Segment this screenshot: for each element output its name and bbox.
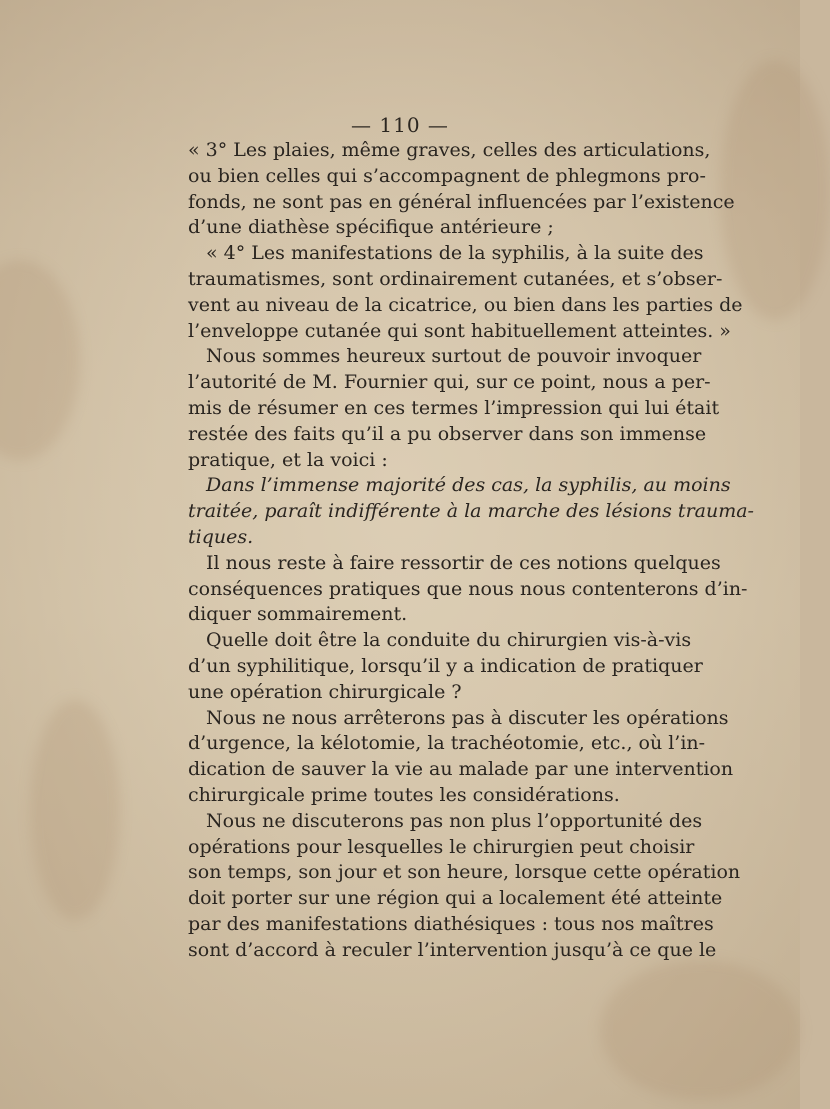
paper-stain	[30, 700, 120, 920]
text-line: vent au niveau de la cicatrice, ou bien dans les parties de	[188, 293, 743, 316]
text-line: pratique, et la voici :	[188, 448, 388, 471]
text-line: Il nous reste à faire ressortir de ces notions quelques	[206, 551, 721, 574]
text-line: d’une diathèse spécifique antérieure ;	[188, 216, 554, 239]
text-line: dication de sauver la vie au malade par une intervention	[188, 758, 734, 781]
text-line: Quelle doit être la conduite du chirurgien vis-à-vis	[206, 629, 692, 652]
text-line: traitée, paraît indifférente à la marche des lésions trauma-	[188, 500, 754, 523]
text-line: Nous sommes heureux surtout de pouvoir invoquer	[206, 345, 702, 368]
text-line: mis de résumer en ces termes l’impression qui lui était	[188, 396, 720, 419]
text-line: « 4° Les manifestations de la syphilis, à la suite des	[206, 242, 704, 265]
text-line: chirurgicale prime toutes les considérations.	[188, 783, 620, 806]
text-line: opérations pour lesquelles le chirurgien peut choisir	[188, 835, 695, 858]
text-line: Dans l’immense majorité des cas, la syphilis, au moins	[206, 474, 731, 497]
text-line: une opération chirurgicale ?	[188, 680, 462, 703]
text-line: « 3° Les plaies, même graves, celles des articulations,	[188, 139, 711, 161]
text-line: doit porter sur une région qui a localement été atteinte	[188, 887, 723, 910]
text-line: Nous ne nous arrêterons pas à discuter les opérations	[206, 706, 729, 729]
page-number: — 110 —	[351, 113, 449, 137]
text-line: ou bien celles qui s’accompagnent de phlegmons pro-	[188, 164, 706, 187]
text-line: son temps, son jour et son heure, lorsque cette opération	[188, 861, 741, 884]
paper-stain	[0, 260, 80, 460]
text-line: par des manifestations diathésiques : tous nos maîtres	[188, 912, 714, 935]
text-line: traumatismes, sont ordinairement cutanées, et s’obser-	[188, 267, 723, 290]
text-line: tiques.	[188, 525, 254, 548]
text-line: l’enveloppe cutanée qui sont habituellement atteintes. »	[188, 319, 731, 342]
text-line: restée des faits qu’il a pu observer dans son immense	[188, 422, 707, 445]
text-line: sont d’accord à reculer l’intervention jusqu’à ce que le	[188, 938, 717, 961]
text-line: d’urgence, la kélotomie, la trachéotomie, etc., où l’in-	[188, 732, 706, 755]
paper-stain	[600, 960, 800, 1100]
body-text	[188, 138, 754, 964]
text-line: diquer sommairement.	[188, 603, 408, 626]
text-line: fonds, ne sont pas en général influencées par l’existence	[188, 190, 735, 213]
text-line: Nous ne discuterons pas non plus l’opportunité des	[206, 809, 703, 832]
text-line: conséquences pratiques que nous nous contenterons d’in-	[188, 577, 748, 600]
text-line: l’autorité de M. Fournier qui, sur ce point, nous a per-	[188, 371, 711, 394]
paper-stain	[720, 60, 830, 320]
text-line: d’un syphilitique, lorsqu’il y a indication de pratiquer	[188, 654, 703, 677]
